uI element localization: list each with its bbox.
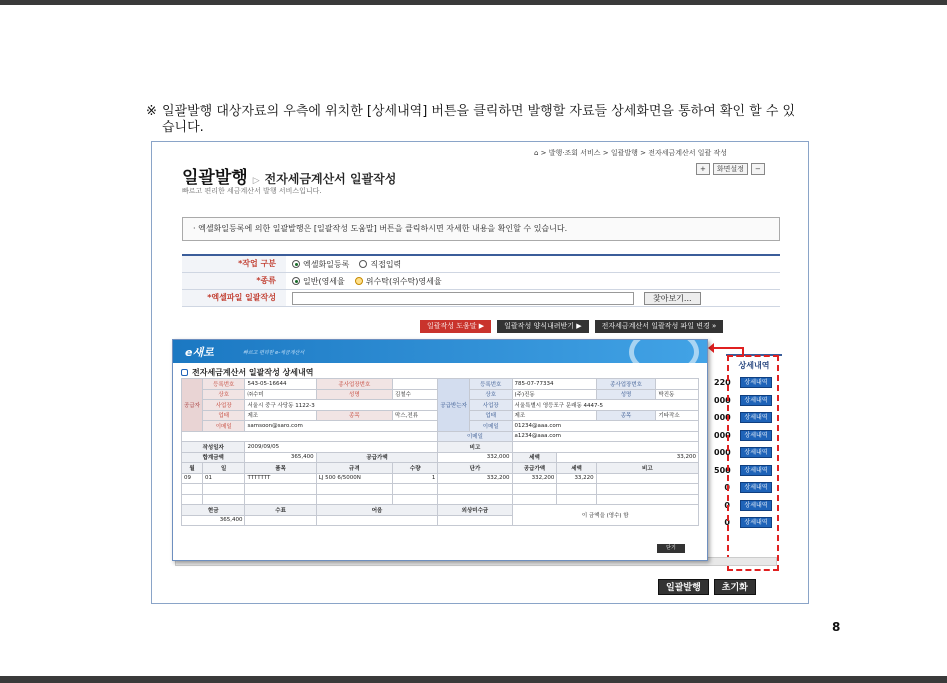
file-path-input[interactable] (292, 292, 634, 305)
logo-tagline: 빠르고 편리한 e-세금계산서 (243, 350, 305, 356)
work-type-label: *작업 구분 (182, 256, 286, 272)
table-row: 500 상세내역 (726, 462, 782, 480)
table-row: 000 상세내역 (726, 444, 782, 462)
reset-button[interactable]: 초기화 (714, 579, 756, 595)
kind-general-radio[interactable]: 일반(영세율 (292, 276, 345, 287)
detail-button[interactable]: 상세내역 (740, 377, 772, 388)
work-direct-radio[interactable]: 직접입력 (359, 259, 401, 270)
page-description: 빠르고 편리한 세금계산서 발행 서비스입니다. (182, 187, 322, 195)
detail-button[interactable]: 상세내역 (740, 447, 772, 458)
detail-popup (172, 339, 708, 561)
detail-button[interactable]: 상세내역 (740, 517, 772, 528)
detail-button[interactable]: 상세내역 (740, 395, 772, 406)
reference-mark: ※ (146, 104, 157, 119)
detail-column-header: 상세내역 (726, 354, 782, 374)
change-file-button[interactable]: 전자세금계산서 일괄작성 파일 변경 » (595, 320, 724, 333)
table-row: 0 상세내역 (726, 479, 782, 497)
kind-label: *종류 (182, 273, 286, 289)
table-row (182, 494, 699, 505)
document-icon (181, 369, 188, 376)
page-title-block (182, 163, 396, 188)
action-buttons (420, 320, 723, 333)
page-subtitle: 전자세금계산서 일괄작성 (264, 172, 397, 186)
radio-icon (359, 260, 367, 268)
file-label: *엑셀파일 일괄작성 (182, 290, 286, 306)
close-button[interactable]: 닫기 (657, 544, 685, 553)
help-info-box: · 엑셀화일등록에 의한 일괄발행은 [일괄작성 도움말] 버튼을 클릭하시면 자세한 내용을 확인할 수 있습니다. (182, 217, 780, 241)
callout-arrow-icon (708, 347, 752, 348)
browse-button[interactable]: 찾아보기... (644, 292, 701, 305)
supplier-side-label: 공급자 (182, 379, 203, 432)
instruction-text: 일괄발행 대상자료의 우측에 위치한 [상세내역] 버튼을 클릭하면 발행할 자료들 상세화면을 통하여 확인 할 수 있습니다. (162, 104, 796, 135)
work-excel-radio[interactable]: 엑셀화일등록 (292, 259, 349, 270)
detail-button[interactable]: 상세내역 (740, 500, 772, 511)
detail-button[interactable]: 상세내역 (740, 412, 772, 423)
decorative-swirl (629, 339, 699, 376)
radio-checked-icon (292, 277, 300, 285)
batch-issue-button[interactable]: 일괄발행 (658, 579, 709, 595)
breadcrumb: ⌂ > 발행·조회 서비스 > 일괄발행 > 전자세금계산서 일괄 작성 (534, 149, 728, 157)
radio-icon (355, 277, 363, 285)
table-row: 09 01 TTTTTTT LJ 500 6/5000N 1 332,200 332,200 33,220 (182, 473, 699, 484)
popup-header (173, 340, 707, 363)
detail-button[interactable]: 상세내역 (740, 482, 772, 493)
logo: e새로 (185, 346, 214, 359)
zoom-out-button[interactable]: − (751, 163, 765, 175)
receiver-side-label: 공급받는자 (438, 379, 470, 432)
download-template-button[interactable]: 일괄작성 양식내려받기 ▶ (497, 320, 588, 333)
bottom-buttons (658, 579, 756, 595)
table-row: 000 상세내역 (726, 427, 782, 445)
screen-settings-button[interactable]: 화면설정 (713, 163, 748, 175)
kind-row (182, 273, 780, 290)
detail-button[interactable]: 상세내역 (740, 430, 772, 441)
zoom-in-button[interactable]: + (696, 163, 710, 175)
work-type-row (182, 256, 780, 273)
instruction-note (146, 104, 806, 136)
radio-checked-icon (292, 260, 300, 268)
table-row: 0 상세내역 (726, 514, 782, 532)
file-row (182, 290, 780, 307)
top-border (0, 0, 947, 5)
table-row: 000 상세내역 (726, 392, 782, 410)
help-button[interactable]: 일괄작성 도움말 ▶ (420, 320, 491, 333)
detail-button[interactable]: 상세내역 (740, 465, 772, 476)
table-row: 0 상세내역 (726, 497, 782, 515)
popup-title: 전자세금계산서 일괄작성 상세내역 (181, 367, 314, 378)
kind-consign-radio[interactable]: 위수탁(위수탁)영세율 (355, 276, 442, 287)
title-separator: ▷ (252, 176, 260, 186)
upload-form (182, 254, 780, 307)
bottom-border (0, 676, 947, 683)
zoom-controls (696, 163, 765, 175)
invoice-table: 공급자 등록번호 543-05-16644 종사업장번호 공급받는자 등록번호 785-07-77334 종사업장번호 상호 ㈜수미 성명 김철수 상호 (주)진동 성명 박진동 사업장 서울시 중구 사당동 1122-3 사업장 서울특별시 영등포구 문래동 4447-5 업태 제조 종목 막스,전류 업태 제조 종목 기타작소 이메일 samsoon@saro.com 이메일 01234@aaa.com 이메일 a1234@aaa.com 작성일자 2009/09/05 비고 합계금액 365,400 공급가액 332,000 세액 33,200 월 일 품목 규격 수량 단가 공급가액 세액 비고 09 01 TTTTTTT LJ 500 6/5000N 1 332,200 332,200 33,220 현금 수표 어음 외상미수금 이 금액을 (영수) 함 365,400 (181, 378, 699, 526)
page-title: 일괄발행 (182, 168, 248, 188)
table-row (182, 484, 699, 495)
table-row: 220 상세내역 (726, 374, 782, 392)
table-row: 000 상세내역 (726, 409, 782, 427)
page-number: 8 (832, 620, 841, 634)
highlight-dashed-box (727, 355, 779, 571)
